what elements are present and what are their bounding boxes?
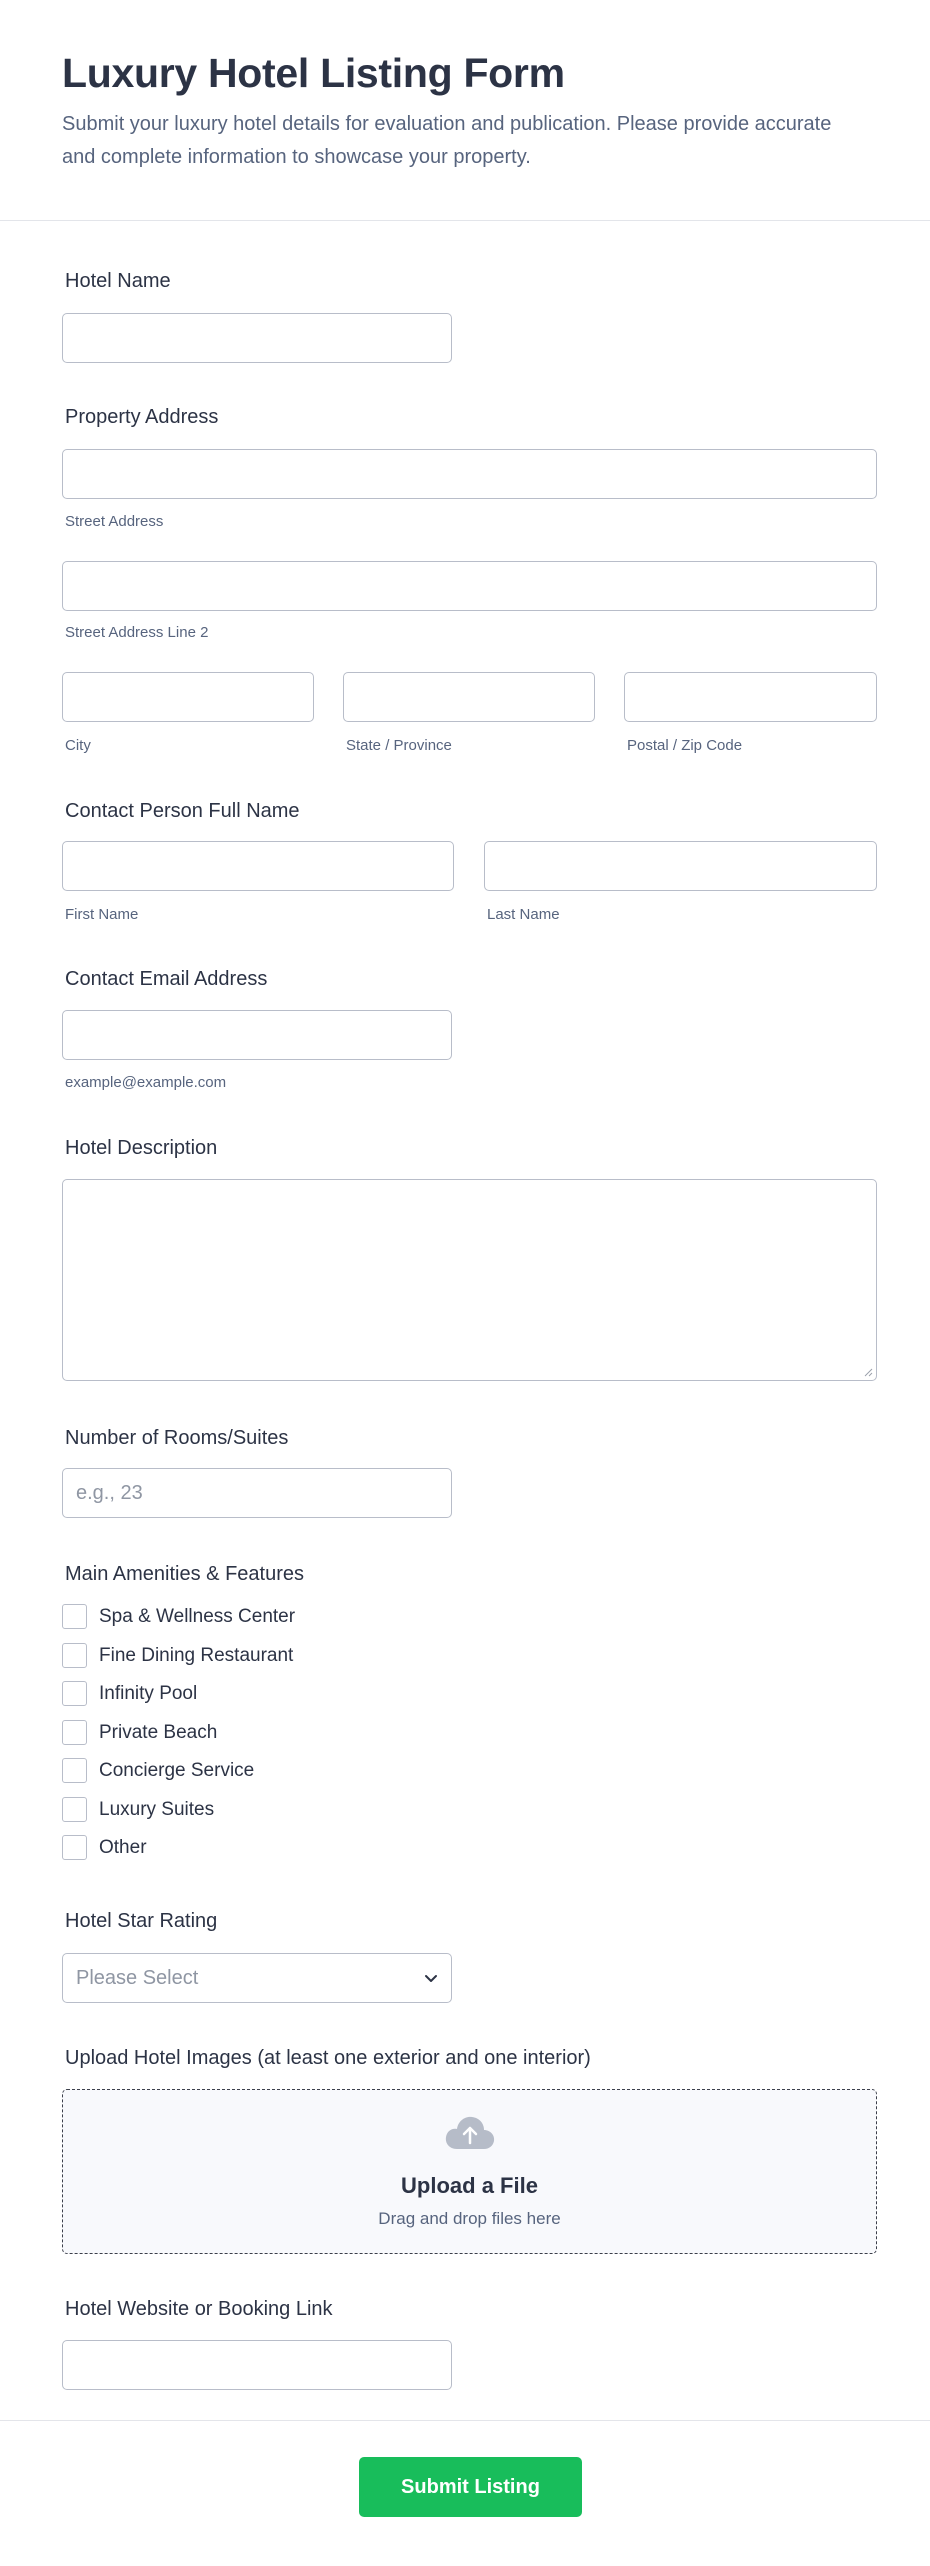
rooms-input[interactable] bbox=[62, 1468, 452, 1518]
website-label: Hotel Website or Booking Link bbox=[65, 2298, 333, 2320]
zip-sublabel: Postal / Zip Code bbox=[627, 737, 743, 754]
form-header bbox=[0, 0, 930, 221]
city-input[interactable] bbox=[62, 672, 314, 722]
star-rating-select[interactable] bbox=[62, 1953, 452, 2003]
cloud-upload-icon bbox=[444, 2115, 496, 2151]
upload-label: Upload Hotel Images (at least one exterior and one interior) bbox=[65, 2047, 591, 2069]
checkbox[interactable] bbox=[62, 1797, 87, 1822]
checkbox[interactable] bbox=[62, 1720, 87, 1745]
upload-title: Upload a File bbox=[401, 2173, 538, 2198]
file-upload-dropzone[interactable] bbox=[62, 2089, 877, 2254]
property-address-label: Property Address bbox=[65, 406, 219, 428]
contact-email-label: Contact Email Address bbox=[65, 968, 268, 990]
page-title: Luxury Hotel Listing Form bbox=[62, 50, 565, 96]
street-address-line2-input[interactable] bbox=[62, 561, 877, 611]
hotel-description-label: Hotel Description bbox=[65, 1137, 218, 1159]
email-sublabel: example@example.com bbox=[65, 1074, 227, 1091]
star-rating-label: Hotel Star Rating bbox=[65, 1910, 218, 1932]
website-input[interactable] bbox=[62, 2340, 452, 2390]
street-address-input[interactable] bbox=[62, 449, 877, 499]
chevron-down-icon bbox=[423, 1971, 439, 1987]
first-name-sublabel: First Name bbox=[65, 906, 139, 923]
amenity-option-label: Private Beach bbox=[99, 1722, 218, 1743]
contact-name-label: Contact Person Full Name bbox=[65, 800, 300, 822]
state-input[interactable] bbox=[343, 672, 595, 722]
footer-divider bbox=[0, 2420, 930, 2421]
checkbox[interactable] bbox=[62, 1835, 87, 1860]
hotel-name-input[interactable] bbox=[62, 313, 452, 363]
upload-subtitle: Drag and drop files here bbox=[378, 2209, 561, 2228]
amenity-option-label: Spa & Wellness Center bbox=[99, 1606, 296, 1627]
street-address-line2-sublabel: Street Address Line 2 bbox=[65, 624, 209, 641]
rooms-placeholder: e.g., 23 bbox=[76, 1482, 143, 1504]
amenity-option-label: Other bbox=[99, 1837, 147, 1858]
submit-button[interactable]: Submit Listing bbox=[359, 2457, 582, 2517]
street-address-sublabel: Street Address bbox=[65, 513, 164, 530]
first-name-input[interactable] bbox=[62, 841, 454, 891]
checkbox[interactable] bbox=[62, 1758, 87, 1783]
star-rating-placeholder: Please Select bbox=[76, 1967, 199, 1989]
hotel-description-textarea[interactable] bbox=[62, 1179, 877, 1381]
email-input[interactable] bbox=[62, 1010, 452, 1060]
hotel-name-label: Hotel Name bbox=[65, 270, 171, 292]
page-subtitle: Submit your luxury hotel details for evaluation and publication. Please provide accurate and complete information to showcase your property. bbox=[62, 113, 832, 168]
amenities-label: Main Amenities & Features bbox=[65, 1563, 304, 1585]
amenity-option-label: Fine Dining Restaurant bbox=[99, 1645, 294, 1666]
resize-handle-icon[interactable] bbox=[863, 1367, 873, 1377]
amenity-option-label: Concierge Service bbox=[99, 1760, 255, 1781]
city-sublabel: City bbox=[65, 737, 91, 754]
checkbox[interactable] bbox=[62, 1643, 87, 1668]
rooms-label: Number of Rooms/Suites bbox=[65, 1427, 289, 1449]
amenity-option-label: Infinity Pool bbox=[99, 1683, 198, 1704]
last-name-input[interactable] bbox=[484, 841, 877, 891]
checkbox[interactable] bbox=[62, 1681, 87, 1706]
checkbox[interactable] bbox=[62, 1604, 87, 1629]
state-sublabel: State / Province bbox=[346, 737, 452, 754]
amenity-option-label: Luxury Suites bbox=[99, 1799, 215, 1820]
last-name-sublabel: Last Name bbox=[487, 906, 560, 923]
zip-input[interactable] bbox=[624, 672, 877, 722]
